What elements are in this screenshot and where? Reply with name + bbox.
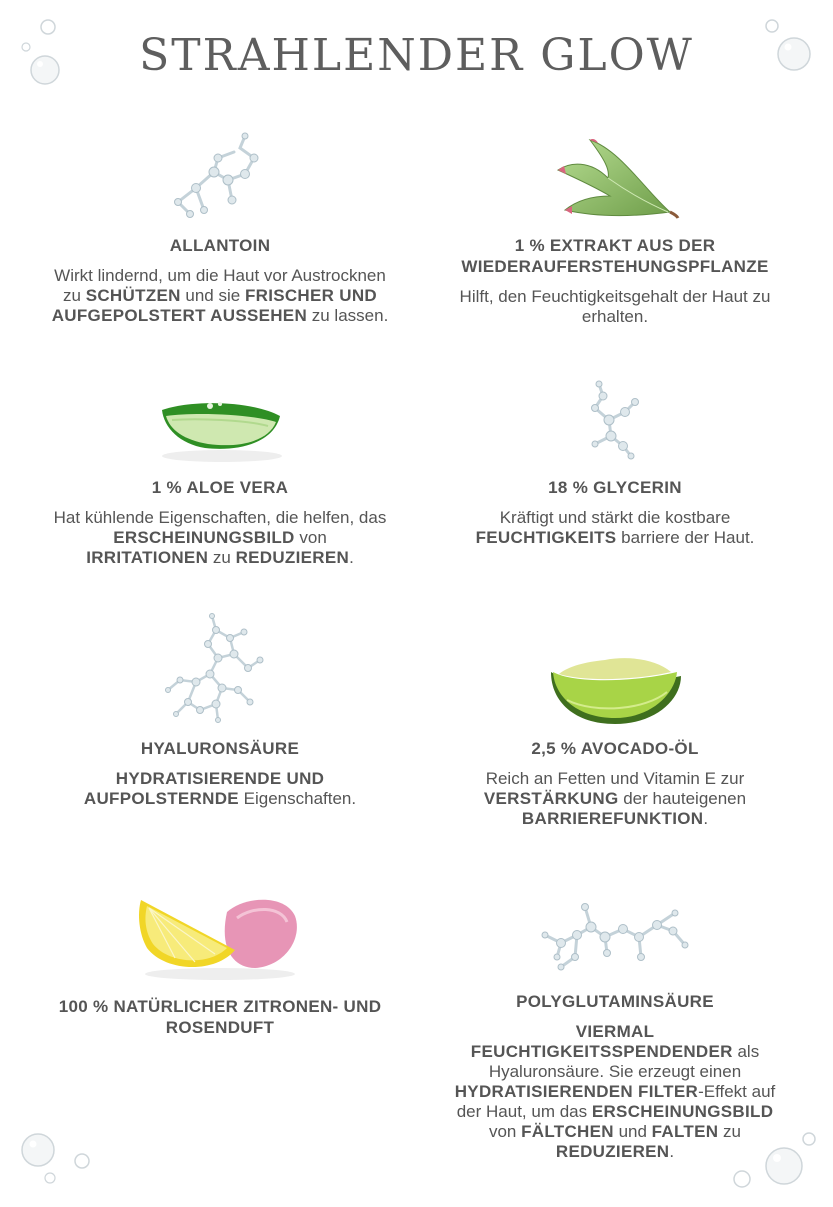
page-title: STRAHLENDER GLOW	[139, 30, 694, 81]
description-emphasis: FRISCHER UND AUFGEPOLSTERT AUSSEHEN	[51, 286, 377, 325]
ingredient-name: ALLANTOIN	[169, 236, 271, 255]
description-text: als Hyaluronsäure. Sie erzeugt einen	[488, 1042, 760, 1081]
description-emphasis: FALTEN	[651, 1122, 719, 1141]
ingredient-name: 100 % NATÜRLICHER ZITRONEN- UND ROSENDUFT	[58, 997, 382, 1037]
description-text: Hilft, den Feuchtigkeitsgehalt der Haut zu erhalten.	[459, 287, 771, 326]
ingredient-name: POLYGLUTAMINSÄURE	[516, 992, 714, 1011]
description-text: und sie	[180, 286, 245, 305]
description-text: von	[488, 1122, 522, 1141]
description-text: barriere der Haut.	[616, 528, 755, 547]
description-text: zu	[718, 1122, 742, 1141]
water-bubbles-bottom-left-icon	[16, 1130, 96, 1190]
ingredient-name: HYALURONSÄURE	[140, 739, 300, 758]
description-text: Eigenschaften.	[238, 789, 357, 808]
description-text: Wirkt lindernd, um die Haut vor Austrocknen zu	[54, 266, 386, 305]
ingredient-card-resurrection-plant	[445, 130, 785, 327]
molecule-polyglutamic-icon	[535, 895, 695, 985]
description-emphasis: IRRITATIONEN	[86, 548, 209, 567]
water-bubbles-top-right-icon	[758, 14, 818, 84]
ingredient-description	[445, 1022, 785, 1162]
molecule-hyaluronic-icon	[160, 610, 280, 730]
description-text: -Effekt auf der Haut, um das	[456, 1082, 776, 1121]
water-bubbles-top-left-icon	[14, 14, 74, 94]
ingredient-card-hyaluronic-acid	[50, 610, 390, 809]
description-text: Hat kühlende Eigenschaften, die helfen, das	[53, 508, 387, 527]
ingredient-card-aloe-vera	[50, 372, 390, 568]
ingredient-card-polyglutamic-acid	[445, 895, 785, 1162]
molecule-allantoin-icon	[160, 130, 280, 230]
description-text: .	[703, 809, 709, 828]
ingredient-description	[50, 769, 390, 809]
description-text: der hauteigenen	[618, 789, 747, 808]
avocado-icon	[545, 630, 685, 730]
aloe-vera-icon	[150, 372, 290, 472]
ingredient-name: 18 % GLYCERIN	[548, 478, 682, 497]
resurrection-plant-icon	[550, 130, 680, 230]
description-emphasis: ERSCHEINUNGSBILD	[113, 528, 295, 547]
ingredient-name: 1 % ALOE VERA	[151, 478, 289, 497]
description-emphasis: VIERMAL FEUCHTIGKEITSSPENDENDER	[470, 1022, 733, 1061]
ingredient-description	[445, 769, 785, 829]
description-emphasis: REDUZIEREN	[235, 548, 350, 567]
ingredient-description	[50, 508, 390, 568]
description-emphasis: BARRIEREFUNKTION	[521, 809, 704, 828]
ingredient-name: 1 % EXTRAKT AUS DER WIEDERAUFERSTEHUNGSPFLANZE	[461, 236, 769, 276]
description-emphasis: HYDRATISIERENDEN FILTER	[454, 1082, 699, 1101]
ingredient-card-allantoin	[50, 130, 390, 326]
ingredient-name: 2,5 % AVOCADO-ÖL	[531, 739, 699, 758]
ingredient-description	[50, 266, 390, 326]
ingredient-description	[445, 508, 785, 548]
description-text: .	[669, 1142, 675, 1161]
molecule-glycerin-icon	[565, 372, 665, 472]
lemon-rose-icon	[135, 888, 305, 983]
description-emphasis: REDUZIEREN	[555, 1142, 670, 1161]
description-text: zu lassen.	[307, 306, 389, 325]
description-emphasis: VERSTÄRKUNG	[483, 789, 619, 808]
ingredient-card-glycerin	[445, 372, 785, 548]
description-emphasis: ERSCHEINUNGSBILD	[591, 1102, 774, 1121]
description-text: Reich an Fetten und Vitamin E zur	[485, 769, 745, 788]
ingredient-description	[445, 287, 785, 327]
description-emphasis: FEUCHTIGKEITS	[475, 528, 617, 547]
ingredient-card-lemon-rose	[50, 888, 390, 1038]
description-emphasis: HYDRATISIERENDE UND AUFPOLSTERNDE	[83, 769, 325, 808]
description-emphasis: SCHÜTZEN	[85, 286, 181, 305]
description-text: .	[349, 548, 354, 567]
description-text: und	[613, 1122, 652, 1141]
description-text: von	[294, 528, 327, 547]
ingredient-card-avocado-oil	[445, 630, 785, 829]
description-text: zu	[208, 548, 236, 567]
description-emphasis: FÄLTCHEN	[521, 1122, 614, 1141]
description-text: Kräftigt und stärkt die kostbare	[499, 508, 731, 527]
